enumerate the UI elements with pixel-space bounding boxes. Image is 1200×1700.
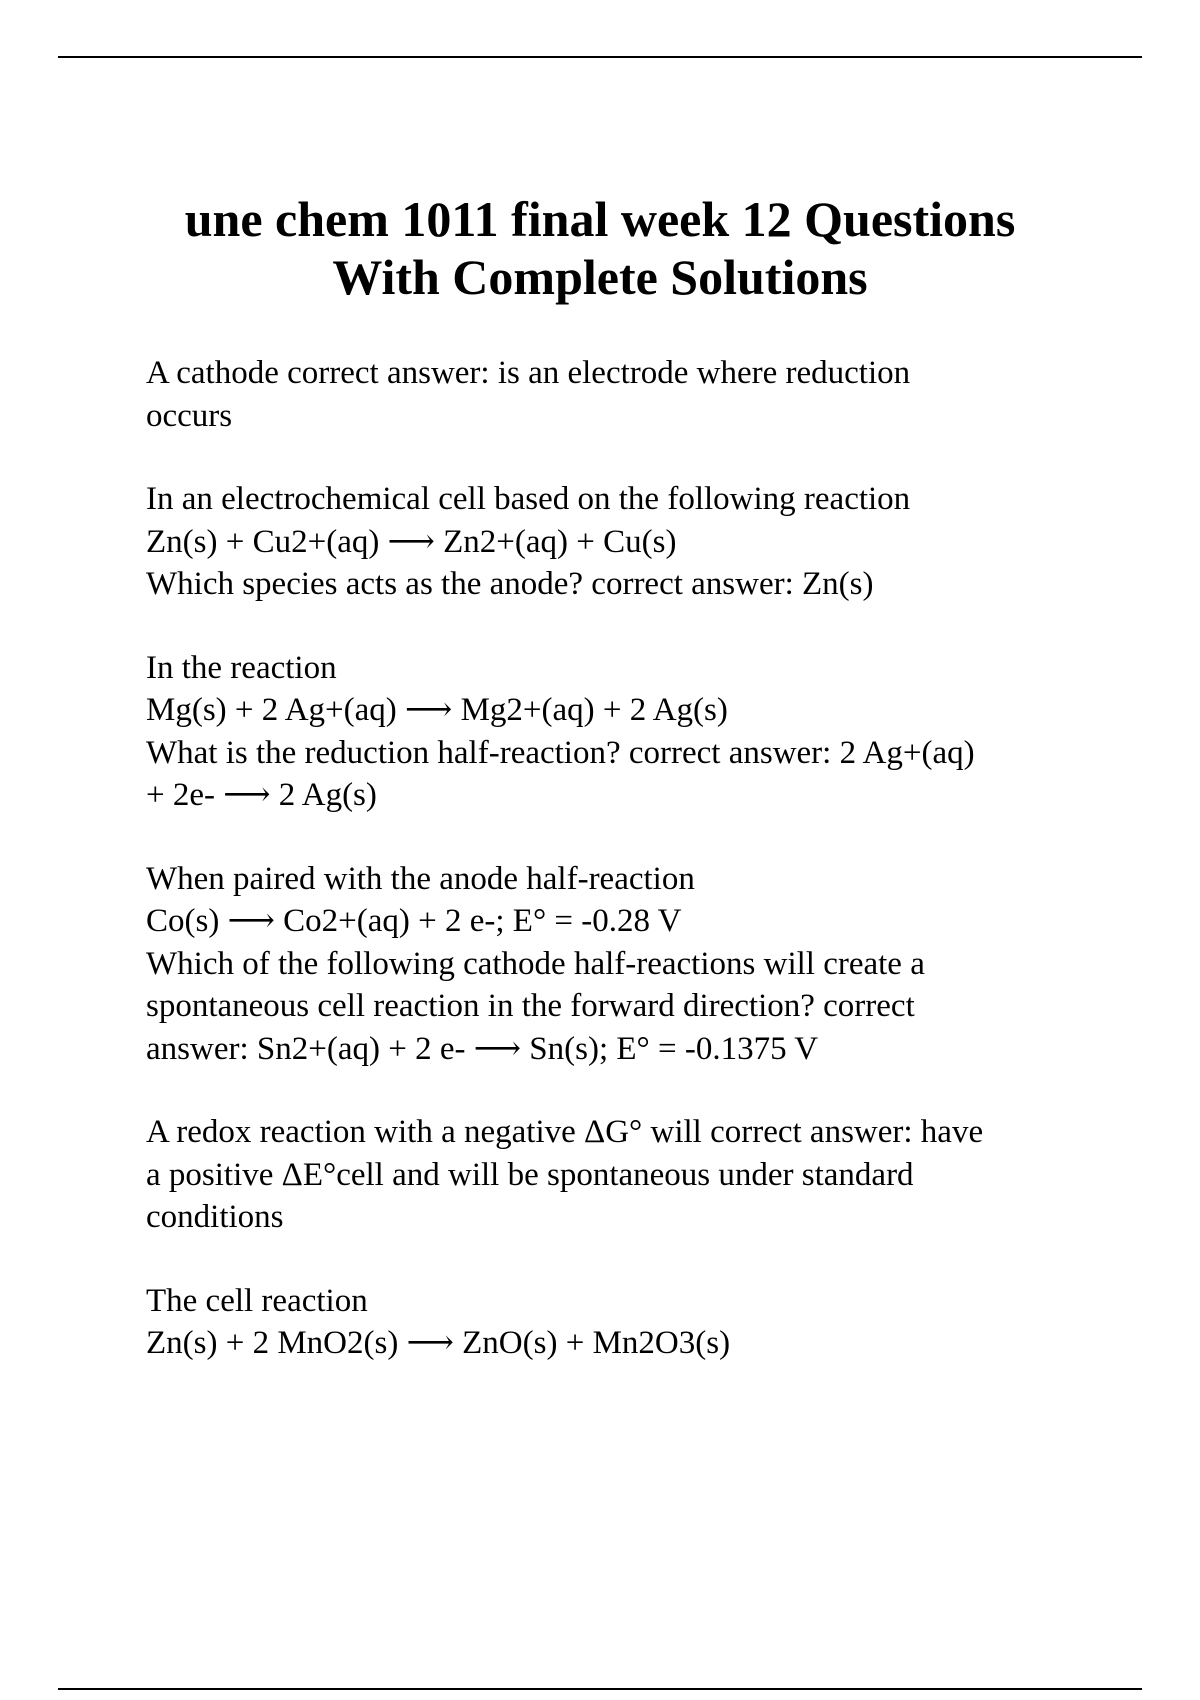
document-body (146, 352, 1106, 1406)
title-line-2: With Complete Solutions (332, 249, 868, 305)
text-line: Which of the following cathode half-reactions will create a (146, 945, 925, 982)
text-line: Zn(s) + Cu2+(aq) ⟶ Zn2+(aq) + Cu(s) (146, 523, 677, 560)
text-line: Co(s) ⟶ Co2+(aq) + 2 e-; E° = -0.28 V (146, 903, 682, 939)
text-line: a positive ΔE°cell and will be spontaneous under standard (146, 1156, 914, 1193)
qa-item-cathode-half-reaction (146, 858, 1106, 1071)
text-line: In the reaction (146, 649, 337, 686)
qa-item-reduction-half-reaction (146, 647, 1106, 817)
text-line: The cell reaction (146, 1282, 368, 1319)
text-line: A redox reaction with a negative ΔG° will correct answer: have (146, 1114, 984, 1150)
text-line: In an electrochemical cell based on the following reaction (146, 481, 911, 517)
qa-item-redox-gibbs (146, 1111, 1106, 1239)
text-line: + 2e- ⟶ 2 Ag(s) (146, 777, 377, 813)
title-line-1: une chem 1011 final week 12 Questions (184, 191, 1016, 247)
text-line: conditions (146, 1199, 284, 1235)
text-line: What is the reduction half-reaction? correct answer: 2 Ag+(aq) (146, 734, 975, 771)
text-line: occurs (146, 397, 233, 434)
top-rule (58, 56, 1142, 58)
text-line: answer: Sn2+(aq) + 2 e- ⟶ Sn(s); E° = -0.1375 V (146, 1030, 819, 1067)
bottom-rule (58, 1688, 1142, 1690)
text-line: Zn(s) + 2 MnO2(s) ⟶ ZnO(s) + Mn2O3(s) (146, 1325, 731, 1361)
text-line: Mg(s) + 2 Ag+(aq) ⟶ Mg2+(aq) + 2 Ag(s) (146, 692, 728, 728)
text-line: A cathode correct answer: is an electrode where reduction (146, 355, 911, 391)
document-title (0, 190, 1200, 306)
text-line: spontaneous cell reaction in the forward direction? correct (146, 988, 915, 1024)
qa-item-cell-reaction (146, 1280, 1106, 1365)
text-line: Which species acts as the anode? correct answer: Zn(s) (146, 566, 874, 602)
qa-item-cathode (146, 352, 1106, 437)
qa-item-anode (146, 478, 1106, 606)
text-line: When paired with the anode half-reaction (146, 860, 695, 897)
